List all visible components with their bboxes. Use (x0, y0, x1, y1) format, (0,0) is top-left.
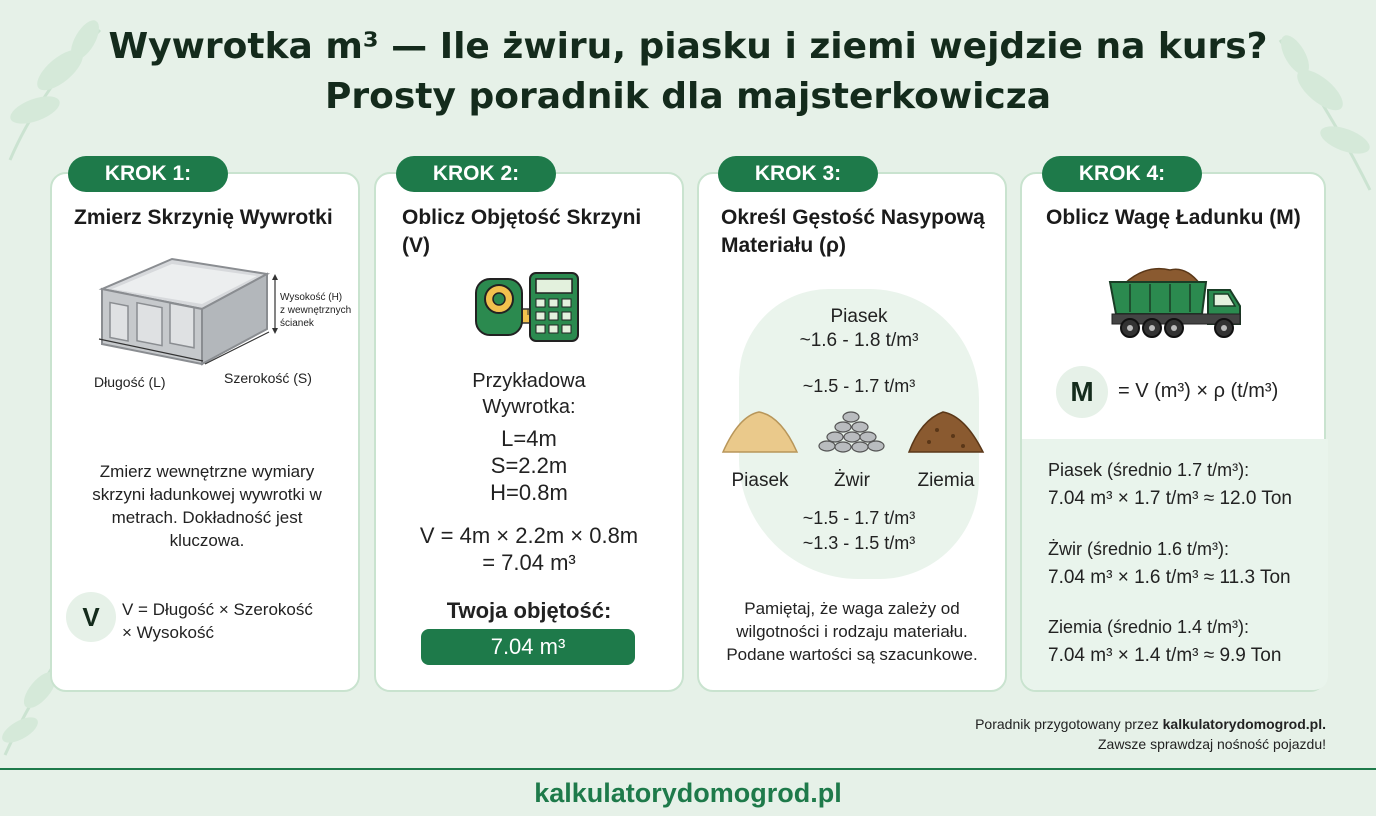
width-label: Szerokość (S) (224, 370, 312, 386)
step-3-title-1: Określ Gęstość Nasypową (721, 206, 985, 229)
volume-formula (122, 598, 313, 644)
note-prefix: Poradnik przygotowany przez (975, 716, 1163, 732)
density-note (699, 597, 1005, 666)
material-label-soil: Ziemia (917, 470, 975, 491)
example-heading (376, 368, 682, 420)
height-label-3: ścianek (280, 318, 314, 329)
dump-truck-icon (1106, 262, 1246, 342)
example-line-1: Przykładowa (472, 370, 586, 392)
step-1-badge: KROK 1: (68, 156, 228, 192)
volume-symbol-badge: V (66, 592, 116, 642)
density-note-1: Pamiętaj, że waga zależy od (744, 599, 960, 618)
footer-site-link[interactable]: kalkulatorydomogrod.pl (534, 778, 842, 808)
step-2-title (402, 204, 682, 260)
result-gravel-label: Żwir (średnio 1.6 t/m³): (1048, 539, 1230, 559)
bottom-density-1: ~1.5 - 1.7 t/m³ (802, 508, 916, 528)
volume-calculation (376, 522, 682, 576)
top-material-density: ~1.6 - 1.8 t/m³ (799, 330, 919, 351)
result-sand-calc: 7.04 m³ × 1.7 t/m³ ≈ 12.0 Ton (1048, 488, 1293, 509)
example-height: H=0.8m (490, 480, 568, 505)
volume-calc-1: V = 4m × 2.2m × 0.8m (419, 523, 639, 548)
note-site: kalkulatorydomogrod.pl. (1162, 716, 1326, 732)
material-label-sand: Piasek (731, 470, 789, 491)
result-gravel-calc: 7.04 m³ × 1.6 t/m³ ≈ 11.3 Ton (1048, 567, 1291, 588)
page-title (0, 22, 1376, 122)
top-material-name: Piasek (830, 306, 888, 327)
step-4-badge: KROK 4: (1042, 156, 1202, 192)
tape-measure-calculator-icon (472, 269, 582, 349)
step-1-body-4: kluczowa. (169, 531, 245, 550)
sand-pile-icon (721, 406, 799, 454)
example-width: S=2.2m (490, 453, 568, 478)
height-label-2: z wewnętrznych (280, 305, 352, 316)
volume-result: 7.04 m³ (421, 629, 635, 665)
bottom-density-2: ~1.3 - 1.5 t/m³ (802, 533, 916, 553)
height-label-1: Wysokość (H) (280, 292, 343, 303)
length-label: Długość (L) (94, 374, 166, 390)
density-note-3: Podane wartości są szacunkowe. (726, 645, 978, 664)
step-1-title: Zmierz Skrzynię Wywrotki (74, 206, 333, 229)
mass-formula: = V (m³) × ρ (t/m³) (1118, 380, 1279, 402)
example-dimensions (376, 425, 682, 506)
step-1-body-3: metrach. Dokładność jest (111, 508, 303, 527)
mass-symbol-badge: M (1056, 366, 1108, 418)
volume-formula-1: V = Długość × Szerokość (122, 600, 313, 619)
step-4-card (1020, 172, 1326, 692)
result-soil-calc: 7.04 m³ × 1.4 t/m³ ≈ 9.9 Ton (1048, 645, 1282, 666)
material-label-gravel: Żwir (834, 470, 870, 491)
step-1-body-2: skrzyni ładunkowej wywrotki w (92, 485, 322, 504)
step-4-title: Oblicz Wagę Ładunku (M) (1046, 206, 1301, 229)
gravel-pile-icon (813, 406, 891, 454)
example-line-2: Wywrotka: (482, 396, 576, 418)
step-1-description (62, 460, 352, 552)
density-note-2: wilgotności i rodzaju materiału. (736, 622, 968, 641)
example-length: L=4m (501, 426, 557, 451)
width-arrow (202, 329, 272, 369)
step-3-title (721, 204, 1001, 260)
step-3-title-2: Materiału (ρ) (721, 234, 847, 257)
volume-formula-2: × Wysokość (122, 623, 214, 642)
middle-density: ~1.5 - 1.7 t/m³ (802, 376, 916, 396)
step-2-card (374, 172, 684, 692)
step-3-card (697, 172, 1007, 692)
volume-calc-2: = 7.04 m³ (482, 550, 576, 575)
step-1-body-1: Zmierz wewnętrzne wymiary (99, 462, 315, 481)
result-soil-label: Ziemia (średnio 1.4 t/m³): (1048, 617, 1250, 637)
soil-pile-icon (907, 406, 985, 454)
author-note (975, 714, 1326, 754)
title-line-2: Prosty poradnik dla majsterkowicza (324, 76, 1052, 117)
step-2-title-1: Oblicz Objętość Skrzyni (402, 206, 642, 229)
length-arrow (96, 336, 206, 366)
step-1-card (50, 172, 360, 692)
footer-divider (0, 768, 1376, 770)
result-sand-label: Piasek (średnio 1.7 t/m³): (1048, 460, 1250, 480)
step-3-badge: KROK 3: (718, 156, 878, 192)
step-2-title-2: (V) (402, 234, 430, 257)
step-2-badge: KROK 2: (396, 156, 556, 192)
height-arrow (270, 274, 280, 334)
your-volume-label: Twoja objętość: (446, 598, 612, 623)
title-line-1: Wywrotka m³ — Ile żwiru, piasku i ziemi wejdzie na kurs? (108, 26, 1268, 67)
note-line-2: Zawsze sprawdzaj nośność pojazdu! (1097, 736, 1326, 752)
